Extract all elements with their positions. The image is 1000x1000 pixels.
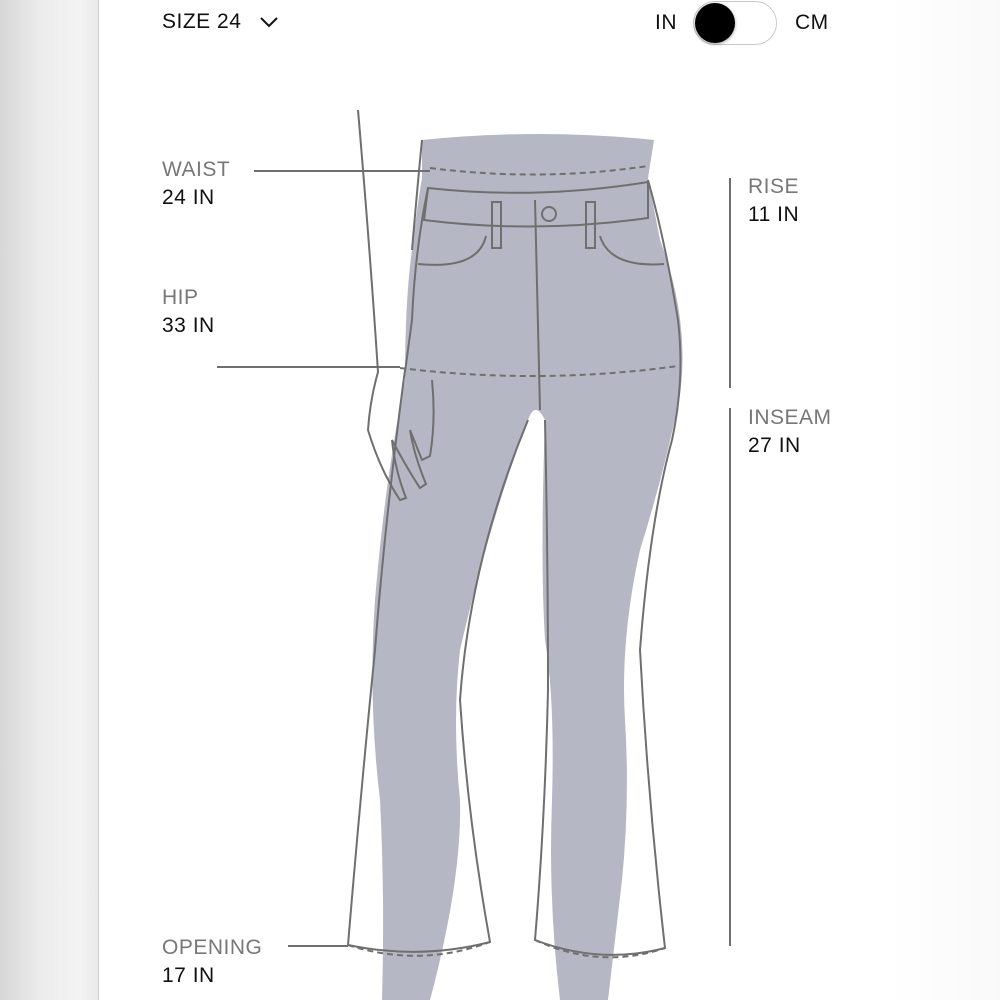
rise-value: 11 IN (748, 203, 800, 226)
inseam-label: INSEAM (748, 406, 832, 429)
hip-measurement (162, 284, 215, 340)
opening-value: 17 IN (162, 964, 215, 987)
waist-value: 24 IN (162, 186, 215, 209)
unit-cm-label[interactable]: CM (795, 11, 829, 34)
opening-label: OPENING (162, 936, 263, 959)
rise-measurement (748, 173, 799, 229)
rise-label: RISE (748, 175, 800, 198)
inseam-value: 27 IN (748, 434, 801, 457)
opening-measurement (162, 934, 262, 990)
hip-label: HIP (162, 286, 199, 309)
waist-measurement (162, 156, 230, 212)
hip-value: 33 IN (162, 314, 215, 337)
size-selector-label: SIZE 24 (162, 10, 242, 33)
waist-label: WAIST (162, 158, 231, 181)
unit-in-label[interactable]: IN (655, 11, 677, 34)
inseam-measurement (748, 404, 832, 460)
